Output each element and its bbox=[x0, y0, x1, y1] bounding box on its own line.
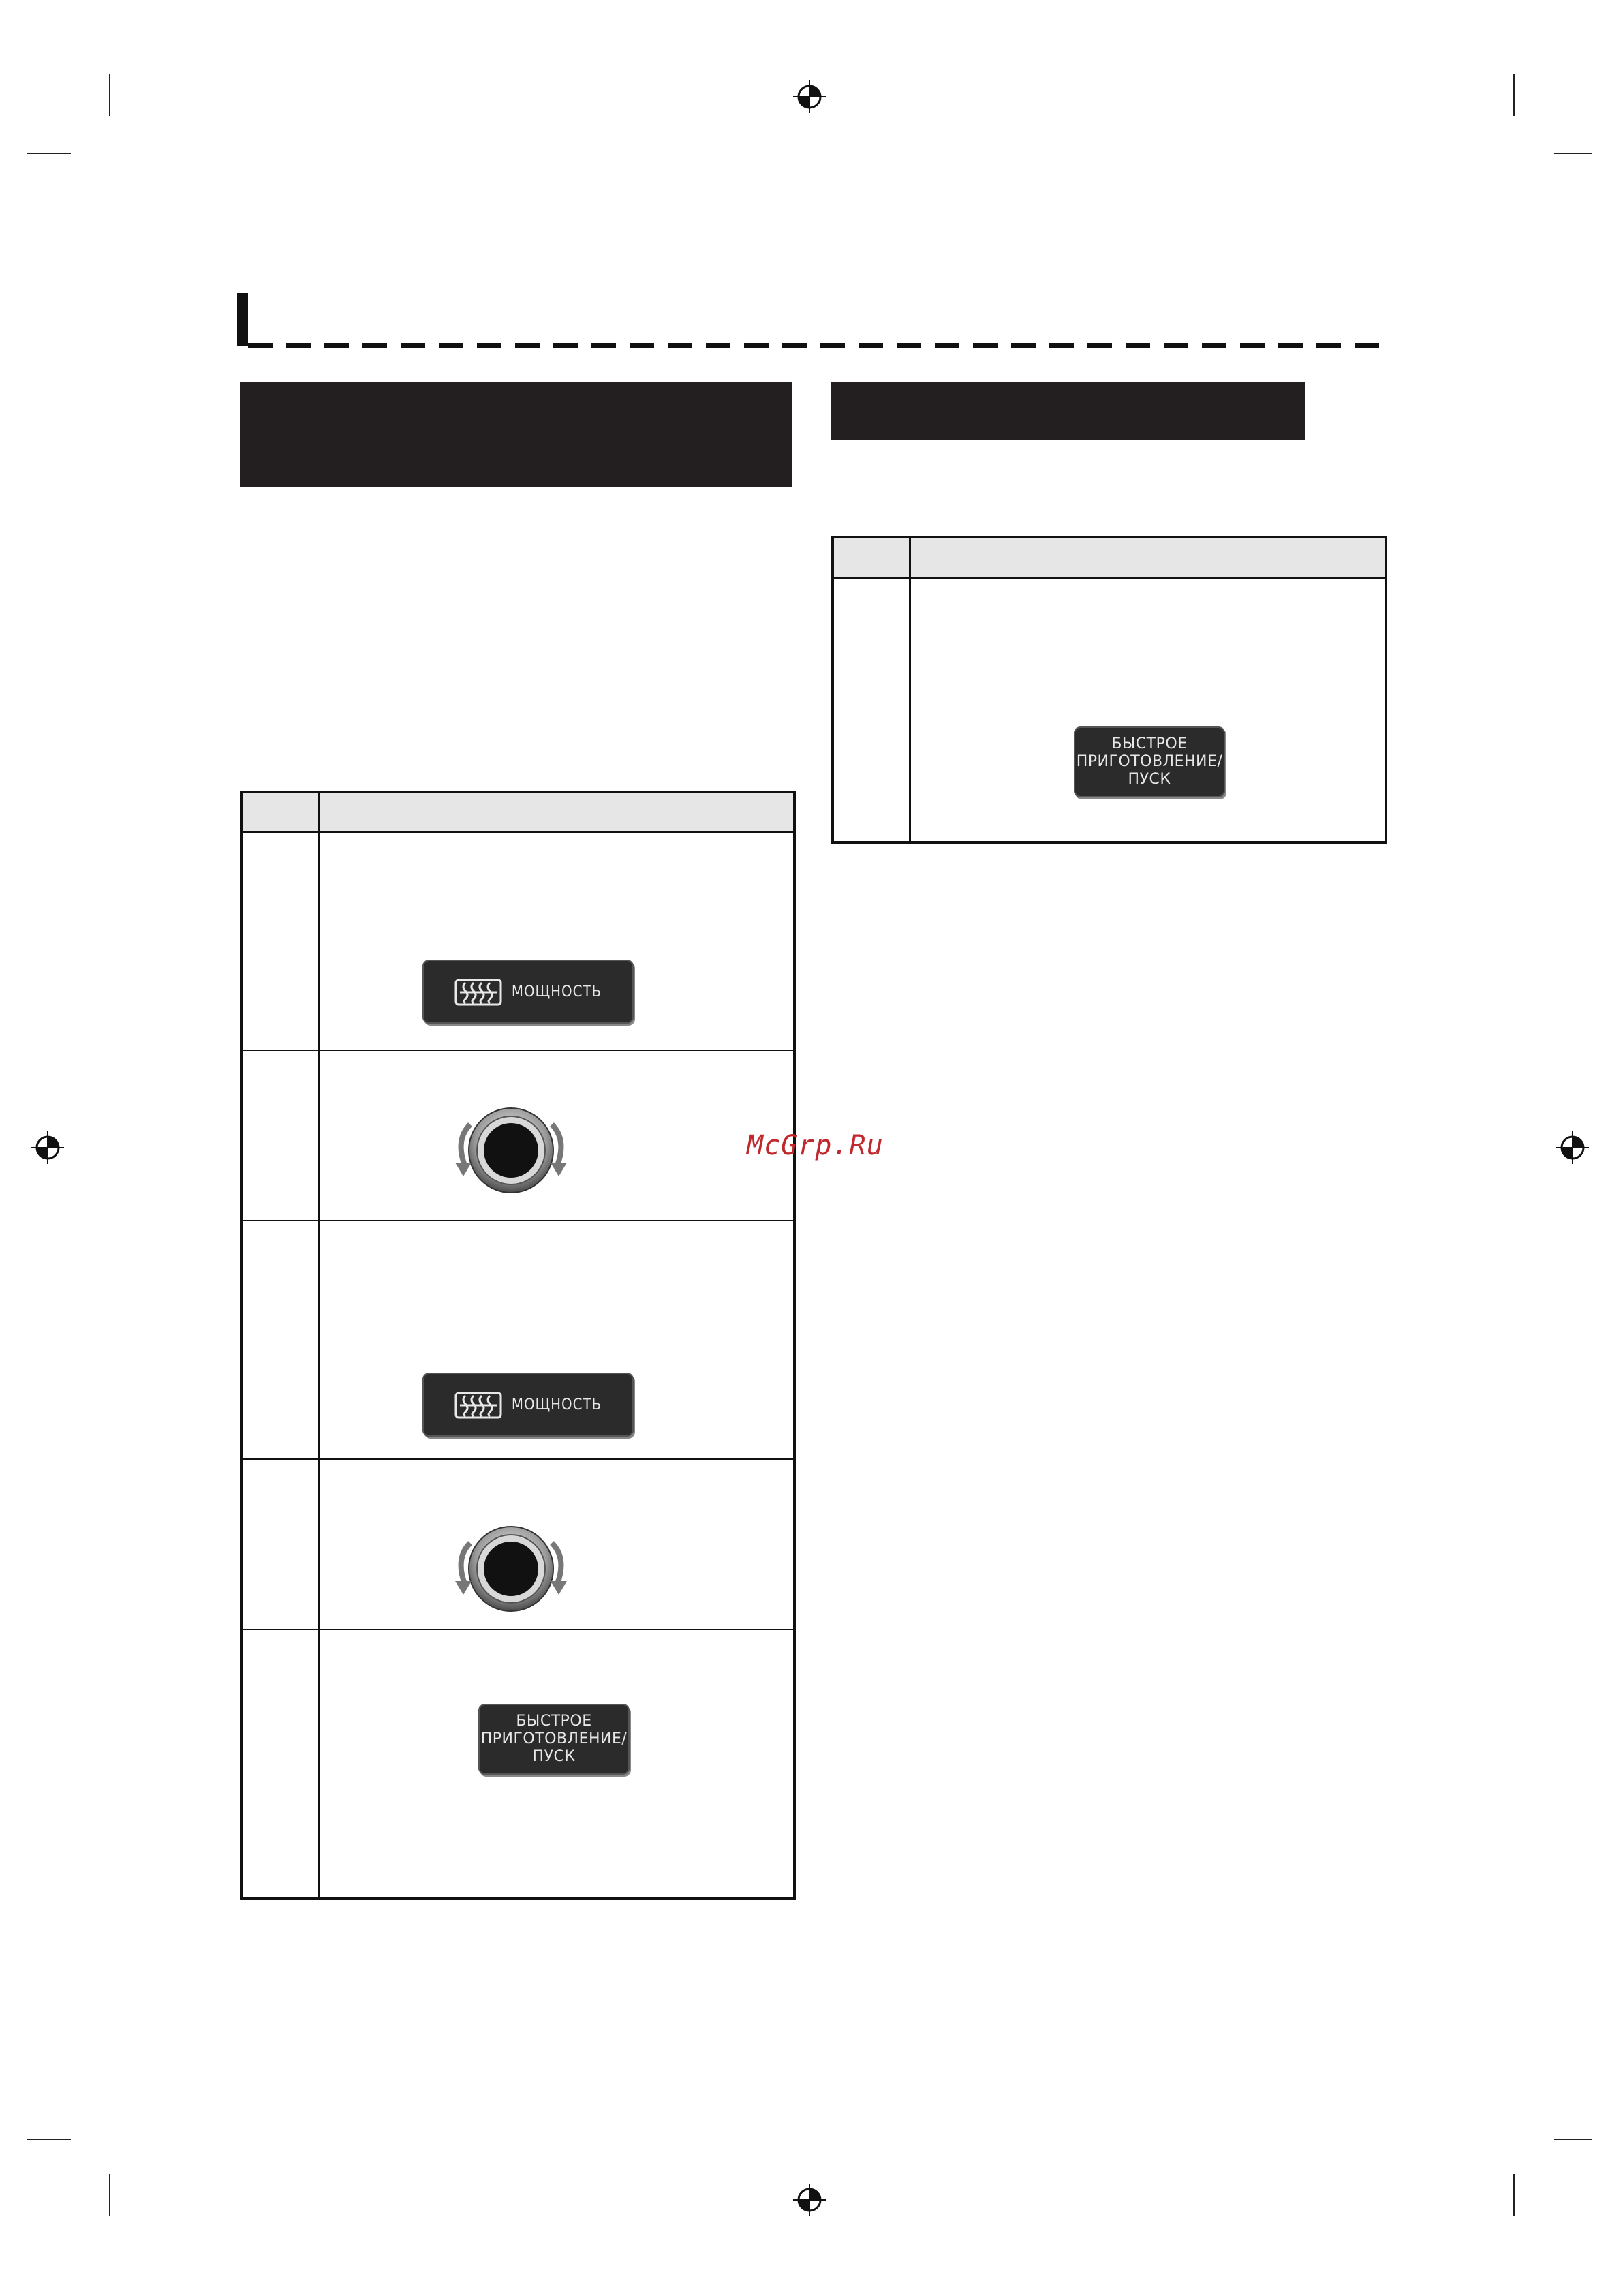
power-button[interactable] bbox=[422, 1373, 634, 1437]
microwave-waves-icon bbox=[454, 976, 502, 1007]
quick-start-button[interactable] bbox=[478, 1704, 630, 1775]
quick-start-line: ПУСК bbox=[532, 1748, 576, 1765]
crosshair-registration-icon bbox=[1556, 1131, 1589, 1164]
table-row-divider bbox=[243, 1050, 793, 1051]
table-row-divider bbox=[243, 1458, 793, 1460]
crop-mark bbox=[1554, 153, 1592, 154]
left-section-header bbox=[240, 382, 792, 487]
crop-mark bbox=[27, 2139, 71, 2140]
rotary-dial-icon[interactable] bbox=[450, 1101, 572, 1197]
microwave-waves-icon bbox=[454, 1389, 502, 1420]
right-steps-table bbox=[831, 536, 1387, 844]
watermark-text: McGrp.Ru bbox=[747, 1130, 884, 1161]
crosshair-registration-icon bbox=[793, 2184, 826, 2216]
quick-start-line: ПРИГОТОВЛЕНИЕ/ bbox=[480, 1730, 628, 1747]
crop-mark bbox=[1513, 74, 1515, 116]
power-button[interactable] bbox=[422, 960, 634, 1024]
crop-mark bbox=[109, 2174, 110, 2216]
table-column-divider bbox=[909, 538, 911, 841]
table-row-divider bbox=[243, 1629, 793, 1630]
section-dashed-line bbox=[248, 343, 1386, 348]
section-title-rule bbox=[237, 293, 248, 346]
power-button-label: МОЩНОСТЬ bbox=[511, 983, 602, 1000]
crop-mark bbox=[27, 153, 71, 154]
rotary-dial-icon[interactable] bbox=[450, 1520, 572, 1615]
quick-start-line: ПРИГОТОВЛЕНИЕ/ bbox=[1076, 753, 1223, 770]
crop-mark bbox=[1513, 2174, 1515, 2216]
quick-start-line: БЫСТРОЕ bbox=[1111, 735, 1188, 752]
quick-start-line: ПУСК bbox=[1128, 771, 1171, 788]
power-button-label: МОЩНОСТЬ bbox=[511, 1396, 602, 1413]
table-header bbox=[243, 793, 793, 833]
table-row-divider bbox=[243, 1220, 793, 1221]
table-column-divider bbox=[318, 793, 320, 1897]
right-section-header bbox=[831, 382, 1305, 440]
table-header bbox=[834, 538, 1385, 579]
crop-mark bbox=[1554, 2139, 1592, 2140]
quick-start-button[interactable] bbox=[1074, 726, 1225, 797]
crop-mark bbox=[109, 74, 110, 116]
quick-start-line: БЫСТРОЕ bbox=[516, 1713, 592, 1730]
crosshair-registration-icon bbox=[793, 80, 826, 113]
crosshair-registration-icon bbox=[31, 1131, 64, 1164]
